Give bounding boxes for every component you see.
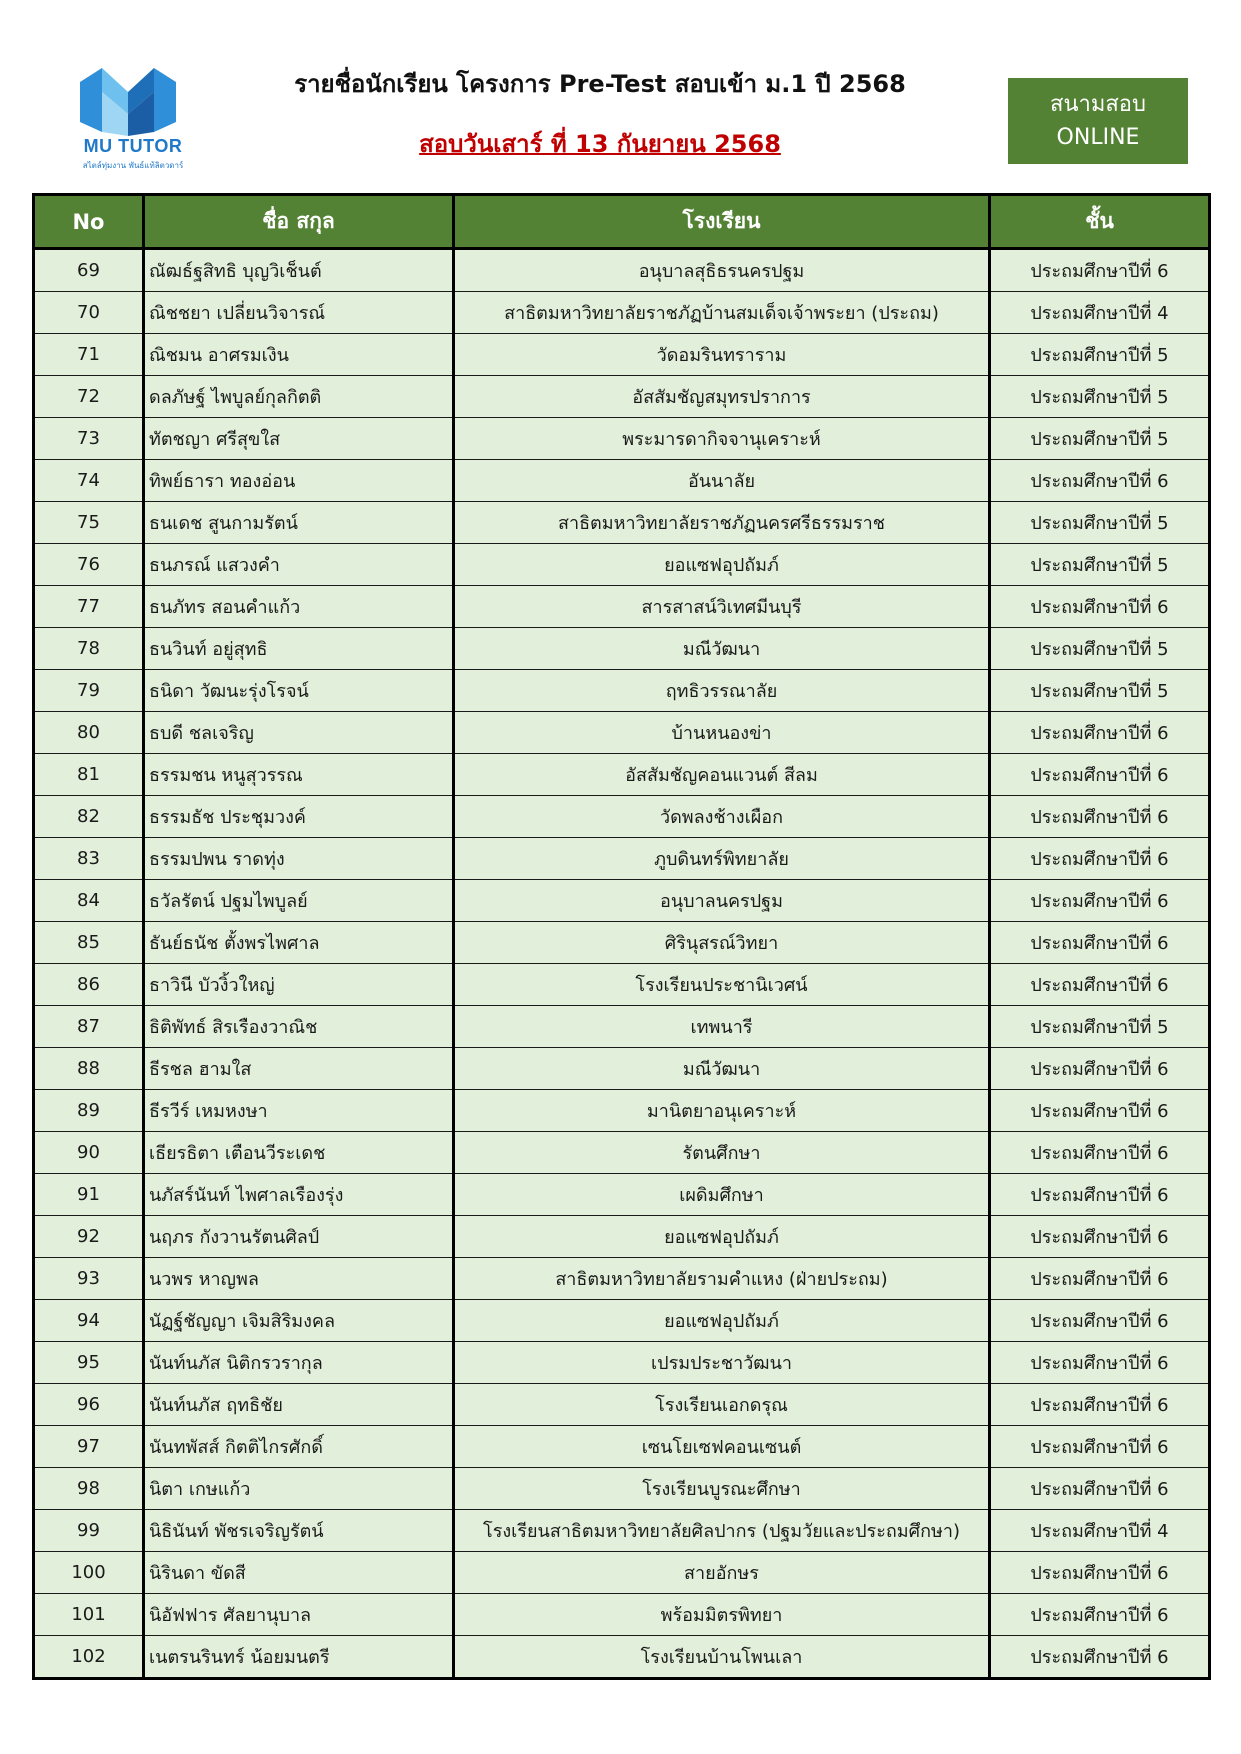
student-name: เธียรธิตา เตือนวีระเดช xyxy=(144,1132,454,1174)
grade-level: ประถมศึกษาปีที่ 6 xyxy=(990,880,1210,922)
row-number: 96 xyxy=(34,1384,144,1426)
row-number: 78 xyxy=(34,628,144,670)
student-name: เนตรนรินทร์ น้อยมนตรี xyxy=(144,1636,454,1679)
table-row xyxy=(34,1048,1210,1090)
venue-badge-line2: ONLINE xyxy=(1056,125,1140,150)
grade-level: ประถมศึกษาปีที่ 4 xyxy=(990,292,1210,334)
row-number: 95 xyxy=(34,1342,144,1384)
student-name: ธรรมธัช ประชุมวงค์ xyxy=(144,796,454,838)
row-number: 85 xyxy=(34,922,144,964)
table-row xyxy=(34,1426,1210,1468)
student-name: ทัตชญา ศรีสุขใส xyxy=(144,418,454,460)
grade-level: ประถมศึกษาปีที่ 5 xyxy=(990,376,1210,418)
table-row xyxy=(34,1006,1210,1048)
table-row xyxy=(34,628,1210,670)
row-number: 94 xyxy=(34,1300,144,1342)
student-table xyxy=(32,193,1211,1680)
table-row xyxy=(34,1636,1210,1679)
grade-level: ประถมศึกษาปีที่ 6 xyxy=(990,838,1210,880)
grade-level: ประถมศึกษาปีที่ 6 xyxy=(990,1552,1210,1594)
table-row xyxy=(34,754,1210,796)
logo-text: MU TUTOR xyxy=(83,136,183,156)
table-row xyxy=(34,586,1210,628)
student-name: นันทพัสส์ กิตติไกรศักดิ์ xyxy=(144,1426,454,1468)
student-name: ธรรมปพน ราดทุ่ง xyxy=(144,838,454,880)
grade-level: ประถมศึกษาปีที่ 6 xyxy=(990,1048,1210,1090)
grade-level: ประถมศึกษาปีที่ 6 xyxy=(990,1468,1210,1510)
row-number: 70 xyxy=(34,292,144,334)
table-row xyxy=(34,1174,1210,1216)
row-number: 88 xyxy=(34,1048,144,1090)
logo-tagline: สไตล์ทุ่มงาน พันธ์แท้ลิตวดาร์ xyxy=(82,161,184,170)
school-name: สาธิตมหาวิทยาลัยราชภัฏบ้านสมเด็จเจ้าพระยา (ประถม) xyxy=(454,292,990,334)
row-number: 72 xyxy=(34,376,144,418)
student-name: นิรินดา ขัดสี xyxy=(144,1552,454,1594)
grade-level: ประถมศึกษาปีที่ 6 xyxy=(990,796,1210,838)
table-row xyxy=(34,1384,1210,1426)
grade-level: ประถมศึกษาปีที่ 6 xyxy=(990,586,1210,628)
student-name: นัฏฐ์ชัญญา เจิมสิริมงคล xyxy=(144,1300,454,1342)
student-name: นภัสร์นันท์ ไพศาลเรืองรุ่ง xyxy=(144,1174,454,1216)
grade-level: ประถมศึกษาปีที่ 6 xyxy=(990,964,1210,1006)
student-name: ธนภัทร สอนคำแก้ว xyxy=(144,586,454,628)
grade-level: ประถมศึกษาปีที่ 6 xyxy=(990,1342,1210,1384)
student-name: ธีรชล ฮามใส xyxy=(144,1048,454,1090)
row-number: 90 xyxy=(34,1132,144,1174)
venue-badge-line1: สนามสอบ xyxy=(1050,92,1146,117)
grade-level: ประถมศึกษาปีที่ 6 xyxy=(990,1636,1210,1679)
grade-level: ประถมศึกษาปีที่ 5 xyxy=(990,670,1210,712)
row-number: 76 xyxy=(34,544,144,586)
exam-date-text: สอบวันเสาร์ ที่ 13 กันยายน 2568 xyxy=(419,130,781,158)
row-number: 73 xyxy=(34,418,144,460)
row-number: 69 xyxy=(34,249,144,292)
school-name: มณีวัฒนา xyxy=(454,628,990,670)
grade-level: ประถมศึกษาปีที่ 6 xyxy=(990,1216,1210,1258)
school-name: ภูบดินทร์พิทยาลัย xyxy=(454,838,990,880)
school-name: ศิรินุสรณ์วิทยา xyxy=(454,922,990,964)
table-row xyxy=(34,880,1210,922)
grade-level: ประถมศึกษาปีที่ 6 xyxy=(990,1090,1210,1132)
table-row xyxy=(34,838,1210,880)
row-number: 99 xyxy=(34,1510,144,1552)
grade-level: ประถมศึกษาปีที่ 6 xyxy=(990,754,1210,796)
school-name: เซนโยเซฟคอนเซนต์ xyxy=(454,1426,990,1468)
exam-date xyxy=(300,124,900,163)
table-row xyxy=(34,1552,1210,1594)
grade-level: ประถมศึกษาปีที่ 6 xyxy=(990,712,1210,754)
student-name: ธนวินท์ อยู่สุทธิ xyxy=(144,628,454,670)
table-header-row xyxy=(34,195,1210,249)
grade-level: ประถมศึกษาปีที่ 6 xyxy=(990,249,1210,292)
table-row xyxy=(34,1090,1210,1132)
row-number: 87 xyxy=(34,1006,144,1048)
header-no: No xyxy=(34,195,144,249)
table-row xyxy=(34,1594,1210,1636)
row-number: 97 xyxy=(34,1426,144,1468)
grade-level: ประถมศึกษาปีที่ 5 xyxy=(990,418,1210,460)
school-name: อนุบาลสุธิธรนครปฐม xyxy=(454,249,990,292)
table-row xyxy=(34,460,1210,502)
table-row xyxy=(34,922,1210,964)
student-name: ธาวินี บัวงิ้วใหญ่ xyxy=(144,964,454,1006)
school-name: สายอักษร xyxy=(454,1552,990,1594)
table-row xyxy=(34,1300,1210,1342)
row-number: 83 xyxy=(34,838,144,880)
row-number: 75 xyxy=(34,502,144,544)
table-row xyxy=(34,1510,1210,1552)
row-number: 100 xyxy=(34,1552,144,1594)
student-name: ณัฒธ์ฐสิทธิ บุญวิเช็นต์ xyxy=(144,249,454,292)
row-number: 98 xyxy=(34,1468,144,1510)
table-row xyxy=(34,712,1210,754)
table-row xyxy=(34,502,1210,544)
student-name: ธบดี ชลเจริญ xyxy=(144,712,454,754)
table-row xyxy=(34,796,1210,838)
student-name: ธิติพัทธ์ สิรเรืองวาณิช xyxy=(144,1006,454,1048)
school-name: ยอแซฟอุปถัมภ์ xyxy=(454,1300,990,1342)
school-name: วัดอมรินทราราม xyxy=(454,334,990,376)
school-name: สาธิตมหาวิทยาลัยราชภัฏนครศรีธรรมราช xyxy=(454,502,990,544)
school-name: บ้านหนองข่า xyxy=(454,712,990,754)
school-name: พระมารดากิจจานุเคราะห์ xyxy=(454,418,990,460)
table-row xyxy=(34,292,1210,334)
grade-level: ประถมศึกษาปีที่ 6 xyxy=(990,1384,1210,1426)
logo-mark-icon xyxy=(76,62,180,140)
header-grade: ชั้น xyxy=(990,195,1210,249)
school-name: สาธิตมหาวิทยาลัยรามคำแหง (ฝ่ายประถม) xyxy=(454,1258,990,1300)
table-row xyxy=(34,670,1210,712)
table-row xyxy=(34,1132,1210,1174)
grade-level: ประถมศึกษาปีที่ 5 xyxy=(990,334,1210,376)
row-number: 82 xyxy=(34,796,144,838)
student-name: ธีรวีร์ เหมหงษา xyxy=(144,1090,454,1132)
row-number: 84 xyxy=(34,880,144,922)
student-name: นันท์นภัส ฤทธิชัย xyxy=(144,1384,454,1426)
school-name: โรงเรียนเอกดรุณ xyxy=(454,1384,990,1426)
student-name: ณิชชยา เปลี่ยนวิจารณ์ xyxy=(144,292,454,334)
grade-level: ประถมศึกษาปีที่ 4 xyxy=(990,1510,1210,1552)
grade-level: ประถมศึกษาปีที่ 5 xyxy=(990,1006,1210,1048)
grade-level: ประถมศึกษาปีที่ 6 xyxy=(990,922,1210,964)
row-number: 102 xyxy=(34,1636,144,1679)
school-name: เปรมประชาวัฒนา xyxy=(454,1342,990,1384)
school-name: อนุบาลนครปฐม xyxy=(454,880,990,922)
table-row xyxy=(34,1468,1210,1510)
grade-level: ประถมศึกษาปีที่ 5 xyxy=(990,502,1210,544)
row-number: 86 xyxy=(34,964,144,1006)
student-name: นันท์นภัส นิติกรวรากุล xyxy=(144,1342,454,1384)
table-row xyxy=(34,376,1210,418)
student-name: ธรรมชน หนูสุวรรณ xyxy=(144,754,454,796)
grade-level: ประถมศึกษาปีที่ 6 xyxy=(990,1174,1210,1216)
table-row xyxy=(34,1258,1210,1300)
school-name: ยอแซฟอุปถัมภ์ xyxy=(454,544,990,586)
student-name: ดลภัษฐ์ ไพบูลย์กุลกิตติ xyxy=(144,376,454,418)
row-number: 81 xyxy=(34,754,144,796)
student-name: ณิชมน อาศรมเงิน xyxy=(144,334,454,376)
grade-level: ประถมศึกษาปีที่ 6 xyxy=(990,1300,1210,1342)
school-name: โรงเรียนบ้านโพนเลา xyxy=(454,1636,990,1679)
school-name: ยอแซฟอุปถัมภ์ xyxy=(454,1216,990,1258)
row-number: 79 xyxy=(34,670,144,712)
student-name: ธนิดา วัฒนะรุ่งโรจน์ xyxy=(144,670,454,712)
student-name: นิธินันท์ พัชรเจริญรัตน์ xyxy=(144,1510,454,1552)
table-row xyxy=(34,964,1210,1006)
grade-level: ประถมศึกษาปีที่ 5 xyxy=(990,628,1210,670)
row-number: 92 xyxy=(34,1216,144,1258)
row-number: 80 xyxy=(34,712,144,754)
grade-level: ประถมศึกษาปีที่ 6 xyxy=(990,1426,1210,1468)
grade-level: ประถมศึกษาปีที่ 5 xyxy=(990,544,1210,586)
school-name: มานิตยาอนุเคราะห์ xyxy=(454,1090,990,1132)
school-name: เผดิมศึกษา xyxy=(454,1174,990,1216)
venue-badge xyxy=(1008,78,1188,164)
grade-level: ประถมศึกษาปีที่ 6 xyxy=(990,1258,1210,1300)
school-name: พร้อมมิตรพิทยา xyxy=(454,1594,990,1636)
school-name: วัดพลงช้างเผือก xyxy=(454,796,990,838)
student-name: นวพร หาญพล xyxy=(144,1258,454,1300)
student-name: ธนภรณ์ แสวงคำ xyxy=(144,544,454,586)
table-row xyxy=(34,1342,1210,1384)
school-name: โรงเรียนประชานิเวศน์ xyxy=(454,964,990,1006)
table-row xyxy=(34,1216,1210,1258)
student-name: ทิพย์ธารา ทองอ่อน xyxy=(144,460,454,502)
school-name: ฤทธิวรรณาลัย xyxy=(454,670,990,712)
student-name: นิอัฟฟาร ศัลยานุบาล xyxy=(144,1594,454,1636)
student-name: ธนเดช สูนกามรัตน์ xyxy=(144,502,454,544)
school-name: อัสสัมชัญคอนแวนต์ สีลม xyxy=(454,754,990,796)
row-number: 89 xyxy=(34,1090,144,1132)
page-title: รายชื่อนักเรียน โครงการ Pre-Test สอบเข้า ม.1 ปี 2568 xyxy=(294,70,906,98)
row-number: 91 xyxy=(34,1174,144,1216)
school-name: สารสาสน์วิเทศมีนบุรี xyxy=(454,586,990,628)
header-name: ชื่อ สกุล xyxy=(144,195,454,249)
grade-level: ประถมศึกษาปีที่ 6 xyxy=(990,1594,1210,1636)
grade-level: ประถมศึกษาปีที่ 6 xyxy=(990,460,1210,502)
grade-level: ประถมศึกษาปีที่ 6 xyxy=(990,1132,1210,1174)
student-name: นิตา เกษแก้ว xyxy=(144,1468,454,1510)
table-row xyxy=(34,544,1210,586)
school-name: อันนาลัย xyxy=(454,460,990,502)
school-name: อัสสัมชัญสมุทรปราการ xyxy=(454,376,990,418)
student-name: ธันย์ธนัช ตั้งพรไพศาล xyxy=(144,922,454,964)
row-number: 74 xyxy=(34,460,144,502)
table-row xyxy=(34,418,1210,460)
row-number: 101 xyxy=(34,1594,144,1636)
student-name: นฤภร กังวานรัตนศิลป์ xyxy=(144,1216,454,1258)
table-row xyxy=(34,334,1210,376)
school-name: โรงเรียนบูรณะศึกษา xyxy=(454,1468,990,1510)
row-number: 93 xyxy=(34,1258,144,1300)
school-name: เทพนารี xyxy=(454,1006,990,1048)
header-school: โรงเรียน xyxy=(454,195,990,249)
school-name: โรงเรียนสาธิตมหาวิทยาลัยศิลปากร (ปฐมวัยและประถมศึกษา) xyxy=(454,1510,990,1552)
school-name: มณีวัฒนา xyxy=(454,1048,990,1090)
school-name: รัตนศึกษา xyxy=(454,1132,990,1174)
row-number: 77 xyxy=(34,586,144,628)
table-row xyxy=(34,249,1210,292)
student-name: ธวัลรัตน์ ปฐมไพบูลย์ xyxy=(144,880,454,922)
row-number: 71 xyxy=(34,334,144,376)
mu-tutor-logo xyxy=(70,62,190,172)
